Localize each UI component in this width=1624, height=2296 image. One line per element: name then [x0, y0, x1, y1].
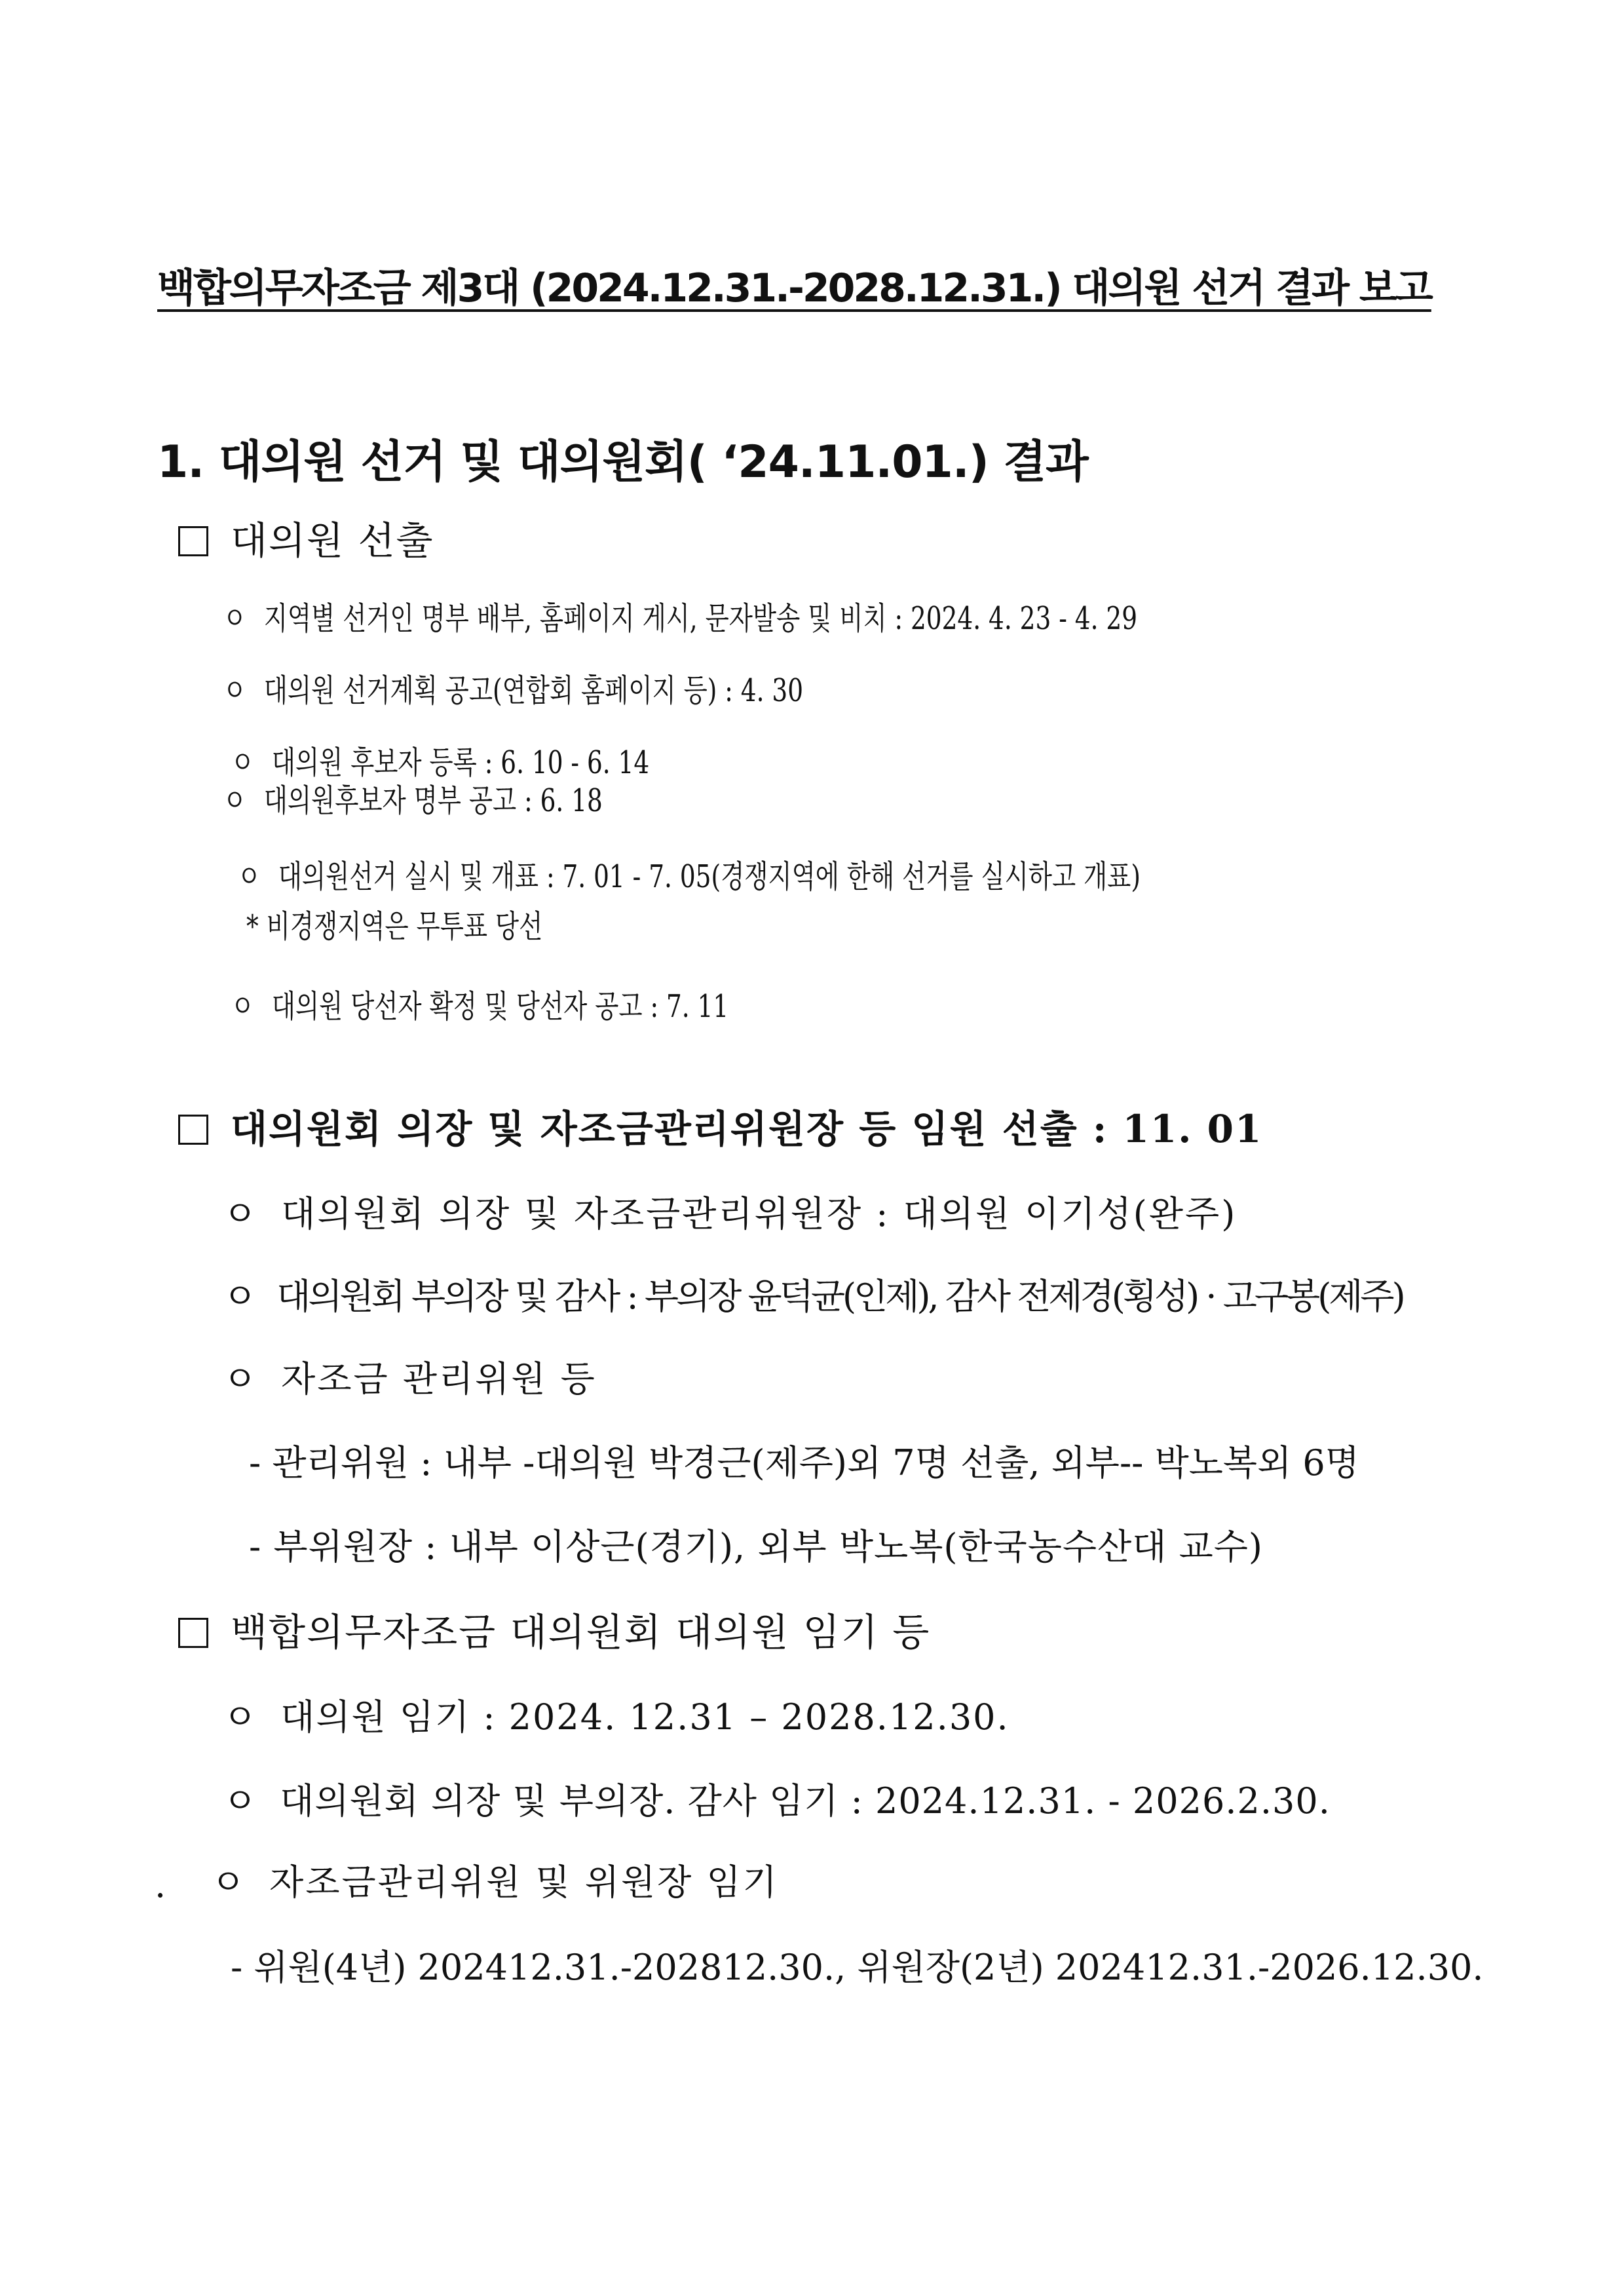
- bullet-icon: ㅇ: [223, 1780, 258, 1822]
- list-item: ㅇ 자조금관리위원 및 위원장 임기: [211, 1862, 779, 1903]
- list-item: ㅇ 대의원회 부의장 및 감사 : 부의장 윤덕균(인제), 감사 전제경(횡성) · 고구봉(제주): [223, 1276, 1403, 1317]
- checkbox-icon: [178, 1618, 208, 1648]
- section-label: 대의원회 의장 및 자조금관리위원장 등 임원 선출 : 11. 01: [231, 1107, 1263, 1151]
- checkbox-section-officers: [178, 1107, 1263, 1151]
- list-item: ㅇ 지역별 선거인 명부 배부, 홈페이지 게시, 문자발송 및 비치 : 2024. 4. 23 - 4. 29: [223, 600, 1138, 637]
- bullet-icon: ㅇ: [223, 1358, 259, 1400]
- list-item: ㅇ 대의원 후보자 등록 : 6. 10 - 6. 14: [231, 744, 650, 781]
- section-label: 백합의무자조금 대의원회 대의원 임기 등: [231, 1610, 931, 1655]
- bullet-icon: ㅇ: [231, 988, 255, 1025]
- list-item: ㅇ 대의원선거 실시 및 개표 : 7. 01 - 7. 05(경쟁지역에 한해 선거를 실시하고 개표): [237, 858, 1141, 895]
- sub-item: - 위원(4년) 202412.31.-202812.30., 위원장(2년) 202412.31.-2026.12.30.: [231, 1947, 1484, 1988]
- bullet-icon: ㅇ: [237, 858, 261, 895]
- bullet-icon: ㅇ: [223, 1696, 259, 1738]
- checkbox-icon: [178, 1115, 208, 1145]
- section-label: 대의원 선출: [231, 518, 434, 563]
- list-item: ㅇ 자조금 관리위원 등: [223, 1358, 597, 1400]
- section-heading: 1. 대의원 선거 및 대의원회( ‘24.11.01.) 결과: [157, 436, 1088, 488]
- note-text: * 비경쟁지역은 무투표 당선: [246, 908, 543, 945]
- bullet-icon: ㅇ: [223, 782, 247, 819]
- sub-item: - 부위원장 : 내부 이상근(경기), 외부 박노복(한국농수산대 교수): [249, 1526, 1263, 1567]
- list-item: ㅇ 대의원후보자 명부 공고 : 6. 18: [223, 782, 603, 819]
- bullet-icon: ㅇ: [211, 1862, 248, 1903]
- bullet-icon: ㅇ: [223, 672, 247, 709]
- stray-mark: .: [155, 1864, 166, 1905]
- bullet-icon: ㅇ: [223, 1276, 255, 1317]
- list-item: ㅇ 대의원회 의장 및 부의장. 감사 임기 : 2024.12.31. - 2026.2.30.: [223, 1780, 1331, 1822]
- checkbox-icon: [178, 526, 208, 556]
- bullet-icon: ㅇ: [231, 744, 255, 781]
- checkbox-section-election: [178, 518, 434, 563]
- bullet-icon: ㅇ: [223, 1193, 259, 1234]
- sub-item: - 관리위원 : 내부 -대의원 박경근(제주)외 7명 선출, 외부-- 박노복외 6명: [249, 1442, 1359, 1483]
- checkbox-section-term: [178, 1610, 931, 1655]
- list-item: ㅇ 대의원회 의장 및 자조금관리위원장 : 대의원 이기성(완주): [223, 1193, 1237, 1234]
- bullet-icon: ㅇ: [223, 600, 247, 637]
- list-item: ㅇ 대의원 임기 : 2024. 12.31 – 2028.12.30.: [223, 1696, 1010, 1738]
- list-item: ㅇ 대의원 선거계획 공고(연합회 홈페이지 등) : 4. 30: [223, 672, 804, 709]
- list-item: ㅇ 대의원 당선자 확정 및 당선자 공고 : 7. 11: [231, 988, 729, 1025]
- document-title: 백합의무자조금 제3대 (2024.12.31.-2028.12.31.) 대의원 선거 결과 보고: [157, 265, 1431, 311]
